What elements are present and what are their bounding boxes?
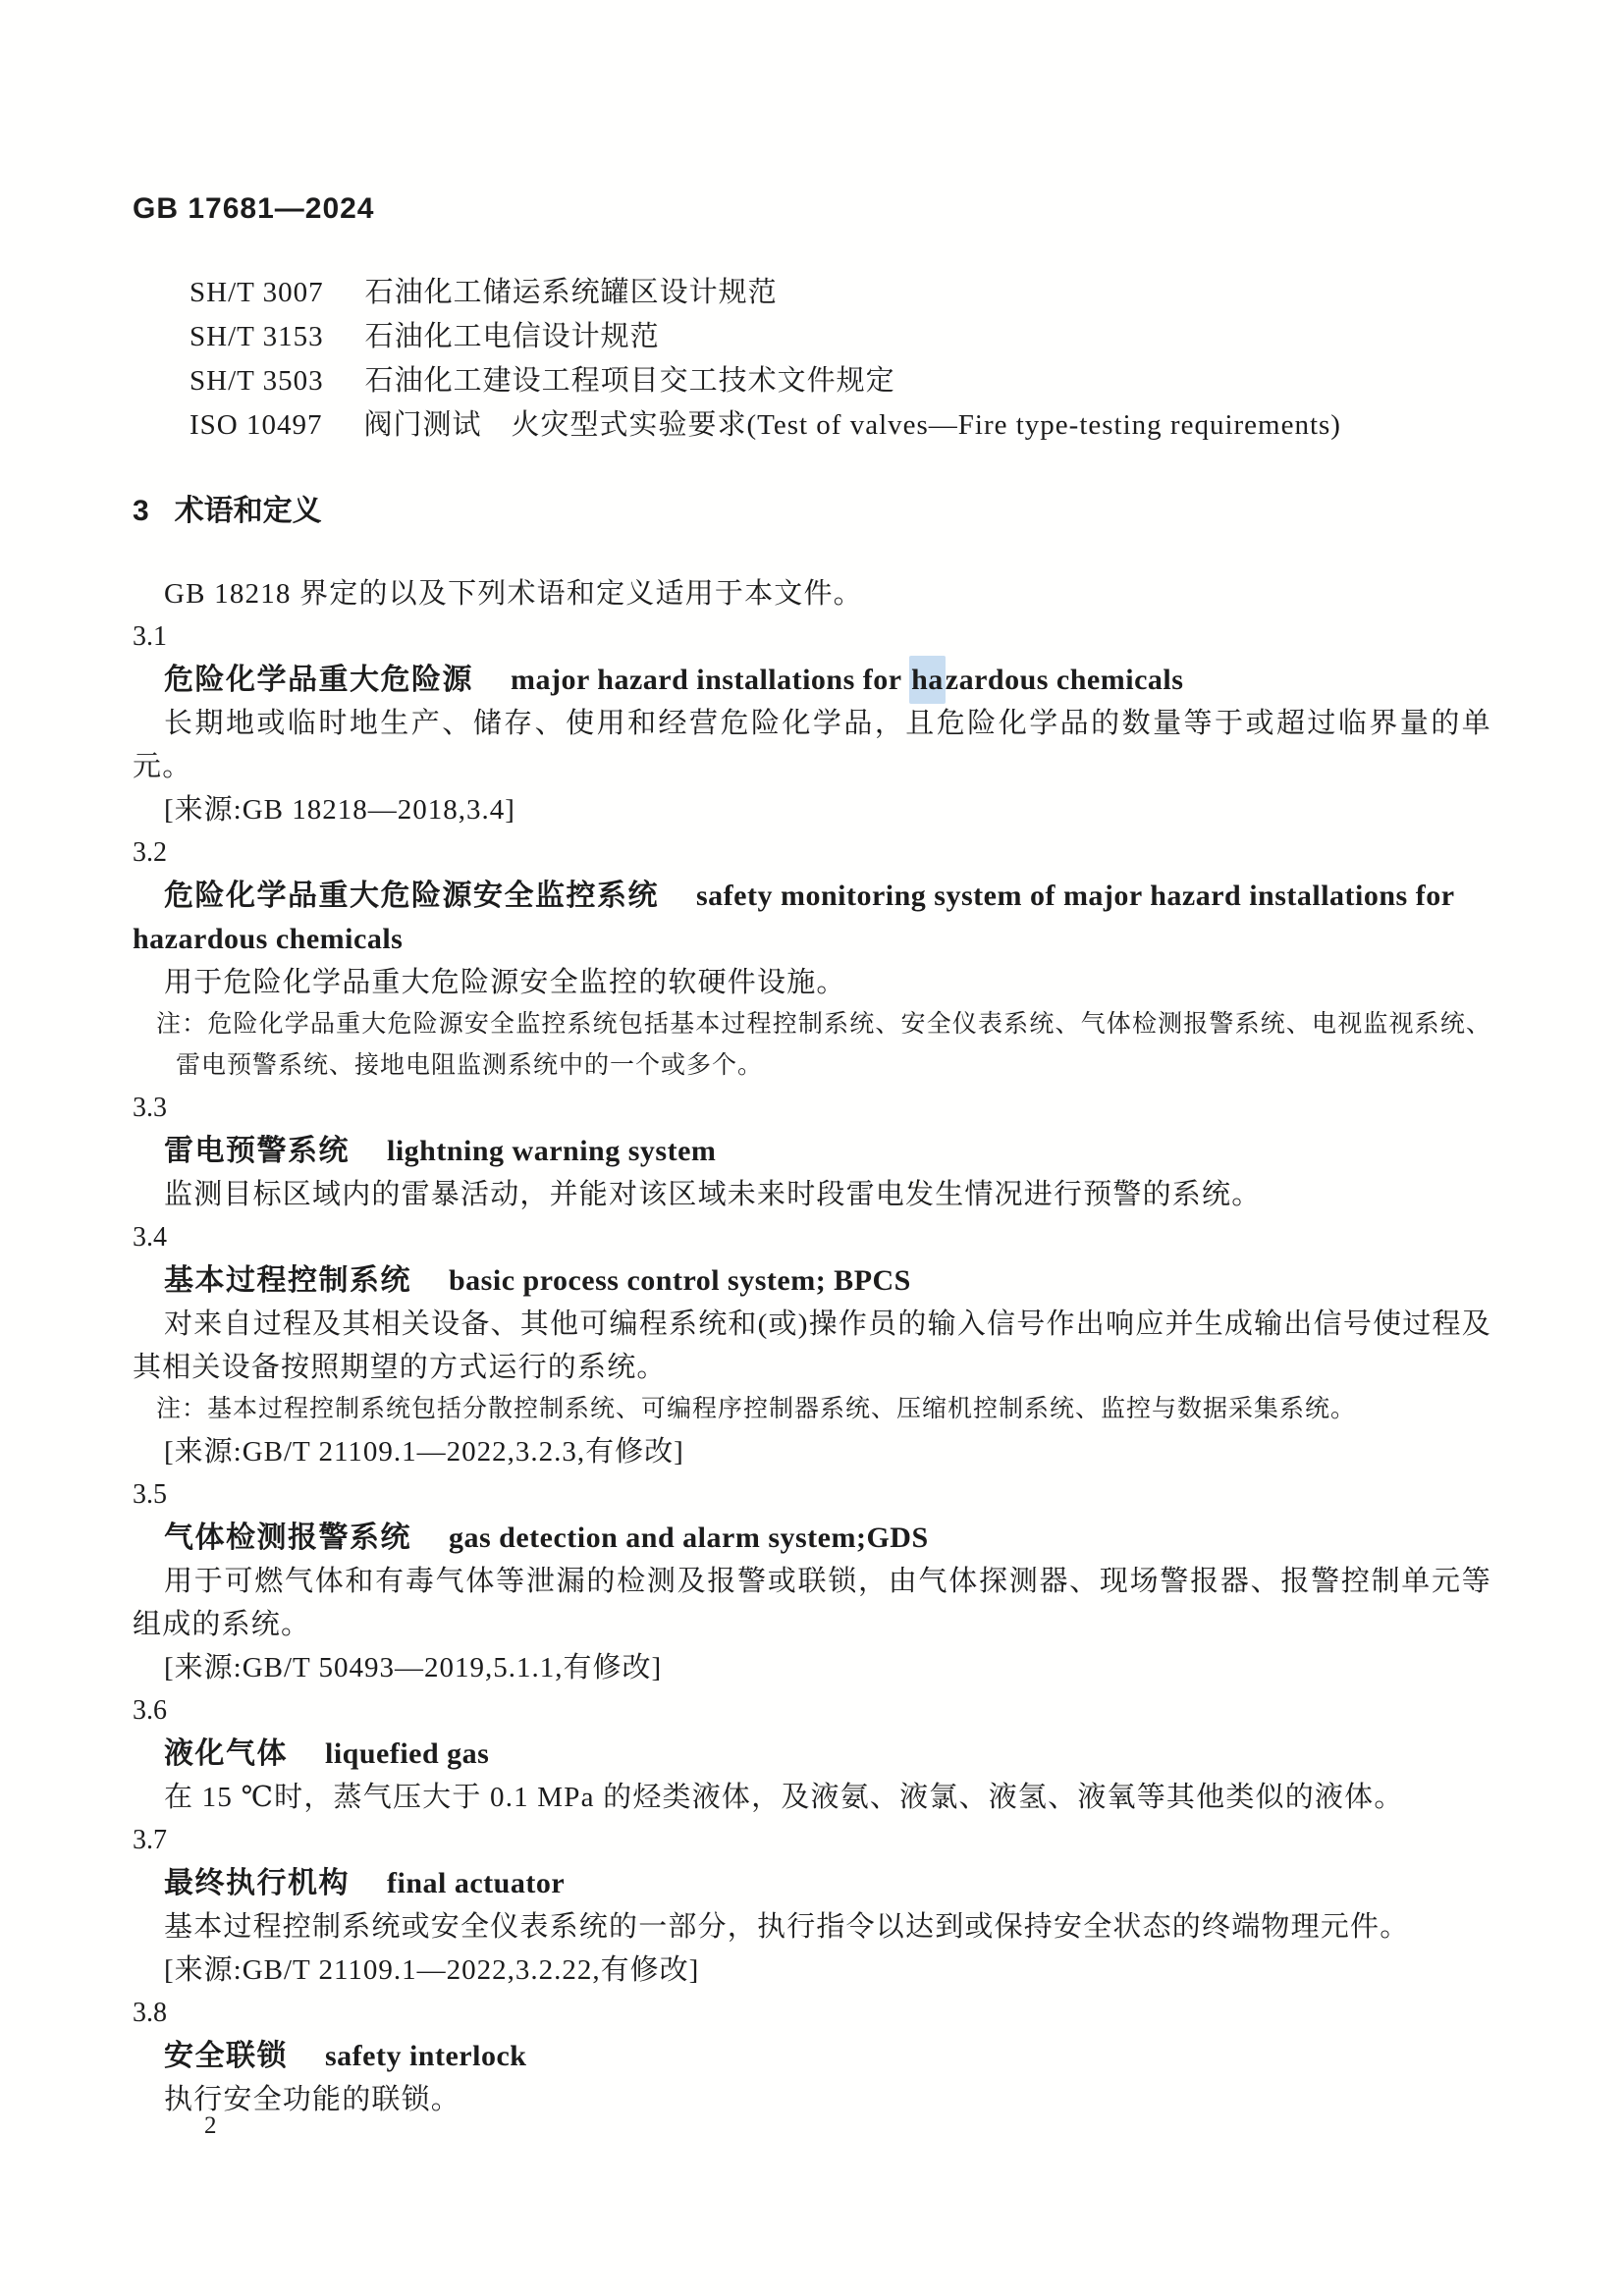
term-title-en: safety interlock xyxy=(325,2040,527,2072)
term-definition: 长期地或临时地生产、储存、使用和经营危险化学品，且危险化学品的数量等于或超过临界量的单元。 xyxy=(133,708,1491,782)
term-title-en: gas detection and alarm system;GDS xyxy=(449,1522,929,1554)
term-definition: 执行安全功能的联锁。 xyxy=(164,2084,461,2115)
section-heading xyxy=(133,489,1491,533)
section-number: 3 xyxy=(133,495,149,527)
reference-code: SH/T 3007 xyxy=(189,277,324,308)
term-title xyxy=(133,659,1491,702)
reference-item xyxy=(189,271,1491,315)
reference-code: SH/T 3503 xyxy=(189,365,324,397)
references-list xyxy=(133,271,1491,448)
section-intro: GB 18218 界定的以及下列术语和定义适用于本文件。 xyxy=(164,578,863,610)
term-title-zh: 危险化学品重大危险源安全监控系统 xyxy=(164,880,659,912)
term-number: 3.3 xyxy=(133,1093,167,1123)
term-source: [来源:GB 18218—2018,3.4] xyxy=(164,794,515,826)
term-definition: 在 15 ℃时，蒸气压大于 0.1 MPa 的烃类液体，及液氨、液氯、液氢、液氧等其他类似的液体。 xyxy=(164,1782,1404,1813)
term-number: 3.8 xyxy=(133,1998,167,2028)
term-title xyxy=(133,1517,1491,1560)
term-number: 3.7 xyxy=(133,1825,167,1855)
reference-item xyxy=(189,403,1491,448)
term-title-zh: 最终执行机构 xyxy=(164,1867,350,1899)
term-title-en-post: zardous chemicals xyxy=(945,664,1184,696)
text-highlight: ha xyxy=(909,656,946,704)
term-title-zh: 液化气体 xyxy=(164,1737,288,1770)
term-title xyxy=(133,1259,1491,1303)
term-title-en: liquefied gas xyxy=(325,1737,490,1770)
term-title xyxy=(133,875,1491,961)
reference-title: 石油化工储运系统罐区设计规范 xyxy=(364,277,778,308)
term-title-zh: 危险化学品重大危险源 xyxy=(164,664,473,696)
term-title xyxy=(133,1733,1491,1776)
term-title-en: basic process control system; BPCS xyxy=(449,1264,911,1297)
term-title xyxy=(133,1862,1491,1905)
term-source: [来源:GB/T 21109.1—2022,3.2.3,有修改] xyxy=(164,1436,684,1468)
term-title-zh: 气体检测报警系统 xyxy=(164,1522,411,1554)
term-definition: 对来自过程及其相关设备、其他可编程系统和(或)操作员的输入信号作出响应并生成输出信号使过程及其相关设备按照期望的方式运行的系统。 xyxy=(133,1308,1491,1383)
term-title-en: lightning warning system xyxy=(387,1135,717,1167)
standard-code: GB 17681—2024 xyxy=(133,192,375,225)
term-note: 注：危险化学品重大危险源安全监控系统包括基本过程控制系统、安全仪表系统、气体检测报警系统、电视监视系统、雷电预警系统、接地电阻监测系统中的一个或多个。 xyxy=(156,1011,1491,1079)
term-title-en: safety monitoring system of major hazard installations for hazardous chemicals xyxy=(133,880,1454,955)
term-title-en-pre: major hazard installations for xyxy=(511,664,910,696)
reference-code: SH/T 3153 xyxy=(189,321,324,352)
term-definition: 监测目标区域内的雷暴活动，并能对该区域未来时段雷电发生情况进行预警的系统。 xyxy=(164,1179,1262,1210)
term-definition: 基本过程控制系统或安全仪表系统的一部分，执行指令以达到或保持安全状态的终端物理元件。 xyxy=(164,1911,1410,1943)
term-number: 3.4 xyxy=(133,1222,167,1253)
term-title-en: final actuator xyxy=(387,1867,566,1899)
reference-item xyxy=(189,359,1491,403)
term-title-zh: 基本过程控制系统 xyxy=(164,1264,411,1297)
term-number: 3.5 xyxy=(133,1479,167,1510)
term-title xyxy=(133,1130,1491,1173)
term-definition: 用于可燃气体和有毒气体等泄漏的检测及报警或联锁，由气体探测器、现场警报器、报警控制单元等组成的系统。 xyxy=(133,1566,1491,1640)
term-title xyxy=(133,2035,1491,2078)
section-title: 术语和定义 xyxy=(174,495,322,527)
term-title-zh: 安全联锁 xyxy=(164,2040,288,2072)
term-definition: 用于危险化学品重大危险源安全监控的软硬件设施。 xyxy=(164,967,846,998)
term-note: 注：基本过程控制系统包括分散控制系统、可编程序控制器系统、压缩机控制系统、监控与数据采集系统。 xyxy=(156,1396,1357,1422)
term-title-en xyxy=(511,664,1183,696)
reference-code: ISO 10497 xyxy=(189,409,323,441)
term-number: 3.6 xyxy=(133,1695,167,1726)
term-number: 3.2 xyxy=(133,837,167,868)
term-source: [来源:GB/T 21109.1—2022,3.2.22,有修改] xyxy=(164,1954,700,1986)
term-number: 3.1 xyxy=(133,621,167,652)
reference-title: 阀门测试 火灾型式实验要求(Test of valves—Fire type-testing requirements) xyxy=(363,409,1341,441)
reference-item xyxy=(189,315,1491,359)
page-number: 2 xyxy=(204,2112,217,2139)
term-source: [来源:GB/T 50493—2019,5.1.1,有修改] xyxy=(164,1652,663,1683)
reference-title: 石油化工电信设计规范 xyxy=(364,321,660,352)
term-title-zh: 雷电预警系统 xyxy=(164,1135,350,1167)
reference-title: 石油化工建设工程项目交工技术文件规定 xyxy=(364,365,895,397)
